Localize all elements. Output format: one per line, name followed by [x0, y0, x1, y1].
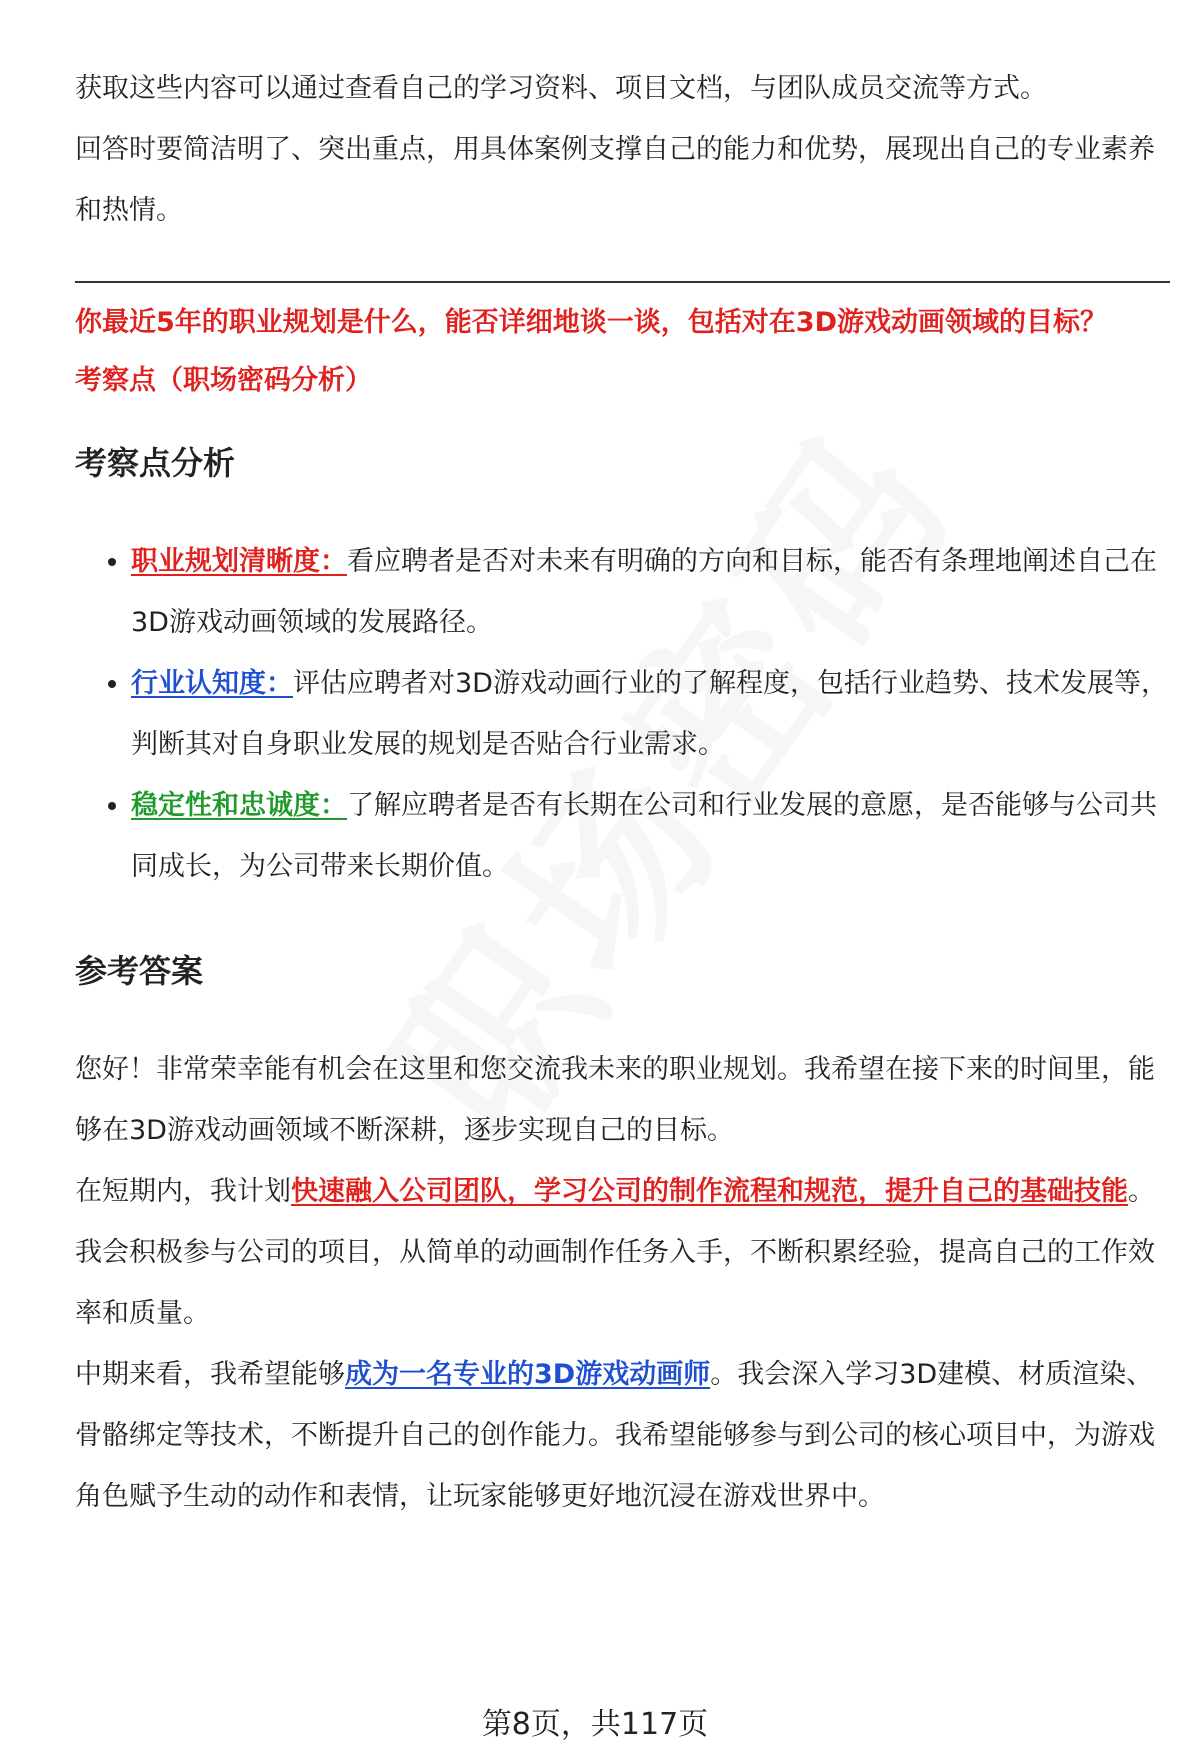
intro-line-1: 获取这些内容可以通过查看自己的学习资料、项目文档，与团队成员交流等方式。 — [75, 73, 1047, 104]
analysis-heading: 考察点分析 — [75, 444, 236, 482]
answer-p3-highlight: 成为一名专业的3D游戏动画师 — [345, 1359, 711, 1390]
analysis-text: 看应聘者是否对未来有明确的方向和目标，能否有条理地阐述自己在3D游戏动画领域的发展路径。 — [131, 546, 1157, 638]
section-divider — [75, 281, 1170, 283]
analysis-term-industry: 行业认知度： — [131, 668, 293, 699]
question-title: 你最近5年的职业规划是什么，能否详细地谈一谈，包括对在3D游戏动画领域的目标？ — [75, 307, 1107, 338]
analysis-term-clarity: 职业规划清晰度： — [131, 546, 347, 577]
answer-p3-intro: 中期来看，我希望能够 — [75, 1359, 345, 1390]
answer-heading: 参考答案 — [75, 952, 204, 990]
analysis-item — [131, 531, 1170, 653]
analysis-item — [131, 653, 1170, 775]
answer-p3-rest: 。我会深入学习3D建模、材质渲染、骨骼绑定等技术，不断提升自己的创作能力。我希望能够参与到公司的核心项目中，为游戏角色赋予生动的动作和表情，让玩家能够更好地沉浸在游戏世界中。 — [75, 1359, 1155, 1512]
question-subheading: 考察点（职场密码分析） — [75, 365, 372, 396]
analysis-list — [75, 531, 1170, 897]
analysis-term-stability: 稳定性和忠诚度： — [131, 790, 347, 821]
answer-p2-highlight: 快速融入公司团队，学习公司的制作流程和规范，提升自己的基础技能 — [291, 1176, 1128, 1207]
intro-section — [75, 58, 1170, 241]
analysis-text: 评估应聘者对3D游戏动画行业的了解程度，包括行业趋势、技术发展等，判断其对自身职业发展的规划是否贴合行业需求。 — [131, 668, 1168, 760]
intro-line-2: 回答时要简洁明了、突出重点，用具体案例支撑自己的能力和优势，展现出自己的专业素养和热情。 — [75, 134, 1155, 226]
answer-p2-intro: 在短期内，我计划 — [75, 1176, 291, 1207]
answer-p2-rest: 。我会积极参与公司的项目，从简单的动画制作任务入手，不断积累经验，提高自己的工作效率和质量。 — [75, 1176, 1155, 1329]
content — [75, 58, 1170, 1527]
analysis-item — [131, 775, 1170, 897]
answer-paragraph-3 — [75, 1344, 1170, 1527]
analysis-text: 了解应聘者是否有长期在公司和行业发展的意愿，是否能够与公司共同成长，为公司带来长期价值。 — [131, 790, 1157, 882]
answer-paragraph-1: 您好！非常荣幸能有机会在这里和您交流我未来的职业规划。我希望在接下来的时间里，能够在3D游戏动画领域不断深耕，逐步实现自己的目标。 — [75, 1054, 1155, 1146]
answer-paragraph-2 — [75, 1161, 1170, 1344]
page-number: 第8页，共117页 — [481, 1707, 709, 1742]
